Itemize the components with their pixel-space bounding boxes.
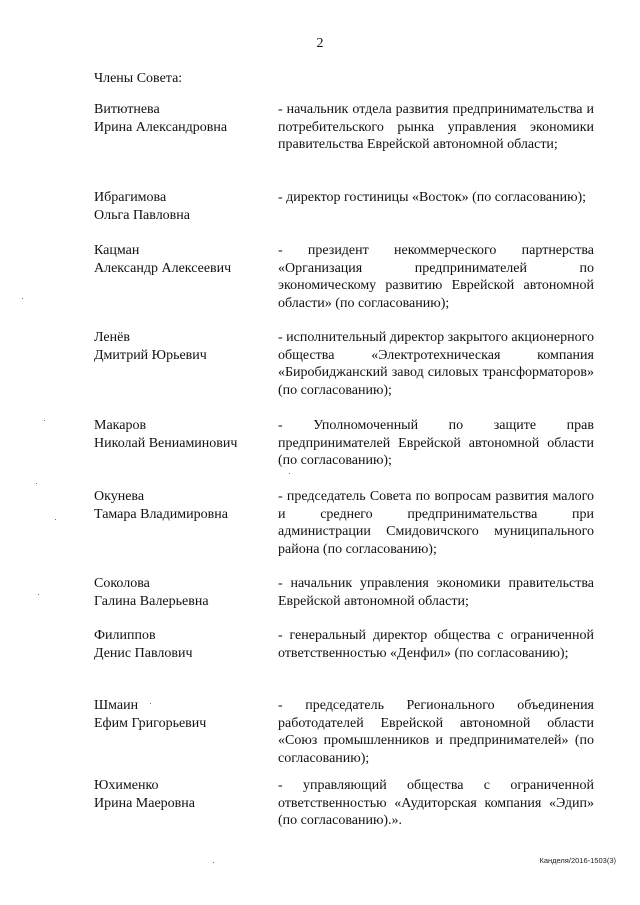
member-position: - генеральный директор общества с ограниченной ответственностью «Денфил» (по согласованию); [278,628,594,661]
member-position: - начальник управления экономики правительства Еврейской автономной области; [278,576,594,609]
member-name [94,189,274,224]
member-position: - исполнительный директор закрытого акционерного общества «Электротехническая компания «Биробиджанский завод силовых трансформаторов» (по согласованию); [278,330,594,398]
member-surname: Кацман [94,243,140,258]
member-position: - управляющий общества с ограниченной ответственностью «Аудиторская компания «Эдип» (по согласованию).». [278,778,594,828]
member-given-name: Тамара Владимировна [94,506,228,522]
document-footer-code: Канделя/2016-1503(3) [539,856,616,865]
member-surname: Макаров [94,418,147,433]
member-name [94,697,274,732]
member-surname: Соколова [94,576,150,591]
member-position: - председатель Регионального объединения работодателей Еврейской автономной области «Союз промышленников и предпринимателей» (по согласованию); [278,698,594,766]
member-name [94,488,274,523]
member-name [94,627,274,662]
scan-speck [38,594,39,595]
member-position: - Уполномоченный по защите прав предпринимателей Еврейской автономной области (по согласованию); [278,418,594,468]
member-position: - председатель Совета по вопросам развития малого и среднего предпринимательства при администрации Смидовичского муниципального района (по согласованию); [278,489,594,557]
member-position: - начальник отдела развития предпринимательства и потребительского рынка управления экономики правительства Еврейской автономной области; [278,102,594,152]
member-given-name: Александр Алексеевич [94,260,232,276]
member-given-name: Ольга Павловна [94,207,190,223]
member-name [94,242,274,277]
council-members-heading: Члены Совета: [94,71,183,86]
member-surname: Шмаин [94,698,139,713]
member-surname: Ибрагимова [94,190,167,205]
scan-speck [289,473,290,474]
member-given-name: Ефим Григорьевич [94,715,207,731]
scan-speck [150,703,151,704]
member-surname: Юхименко [94,778,159,793]
member-given-name: Галина Валерьевна [94,593,209,609]
member-surname: Ленёв [94,330,130,345]
member-given-name: Ирина Маеровна [94,795,196,811]
member-given-name: Дмитрий Юрьевич [94,347,207,363]
member-given-name: Николай Вениаминович [94,435,238,451]
member-surname: Окунева [94,489,145,504]
member-name [94,329,274,364]
scan-speck [44,420,45,421]
page-number: 2 [316,36,324,51]
scan-speck [36,483,37,484]
scan-speck [213,862,214,863]
member-name [94,101,274,136]
member-name [94,777,274,812]
scan-speck [22,298,23,299]
member-position: - президент некоммерческого партнерства «Организация предпринимателей по экономическому развитию Еврейской автономной области» (по согласованию); [278,243,594,311]
member-position: - директор гостиницы «Восток» (по согласованию); [278,190,587,205]
member-name [94,417,274,452]
member-name [94,575,274,610]
member-given-name: Денис Павлович [94,645,193,661]
scan-speck [55,519,56,520]
member-surname: Филиппов [94,628,156,643]
member-given-name: Ирина Александровна [94,119,228,135]
member-surname: Витютнева [94,102,160,117]
